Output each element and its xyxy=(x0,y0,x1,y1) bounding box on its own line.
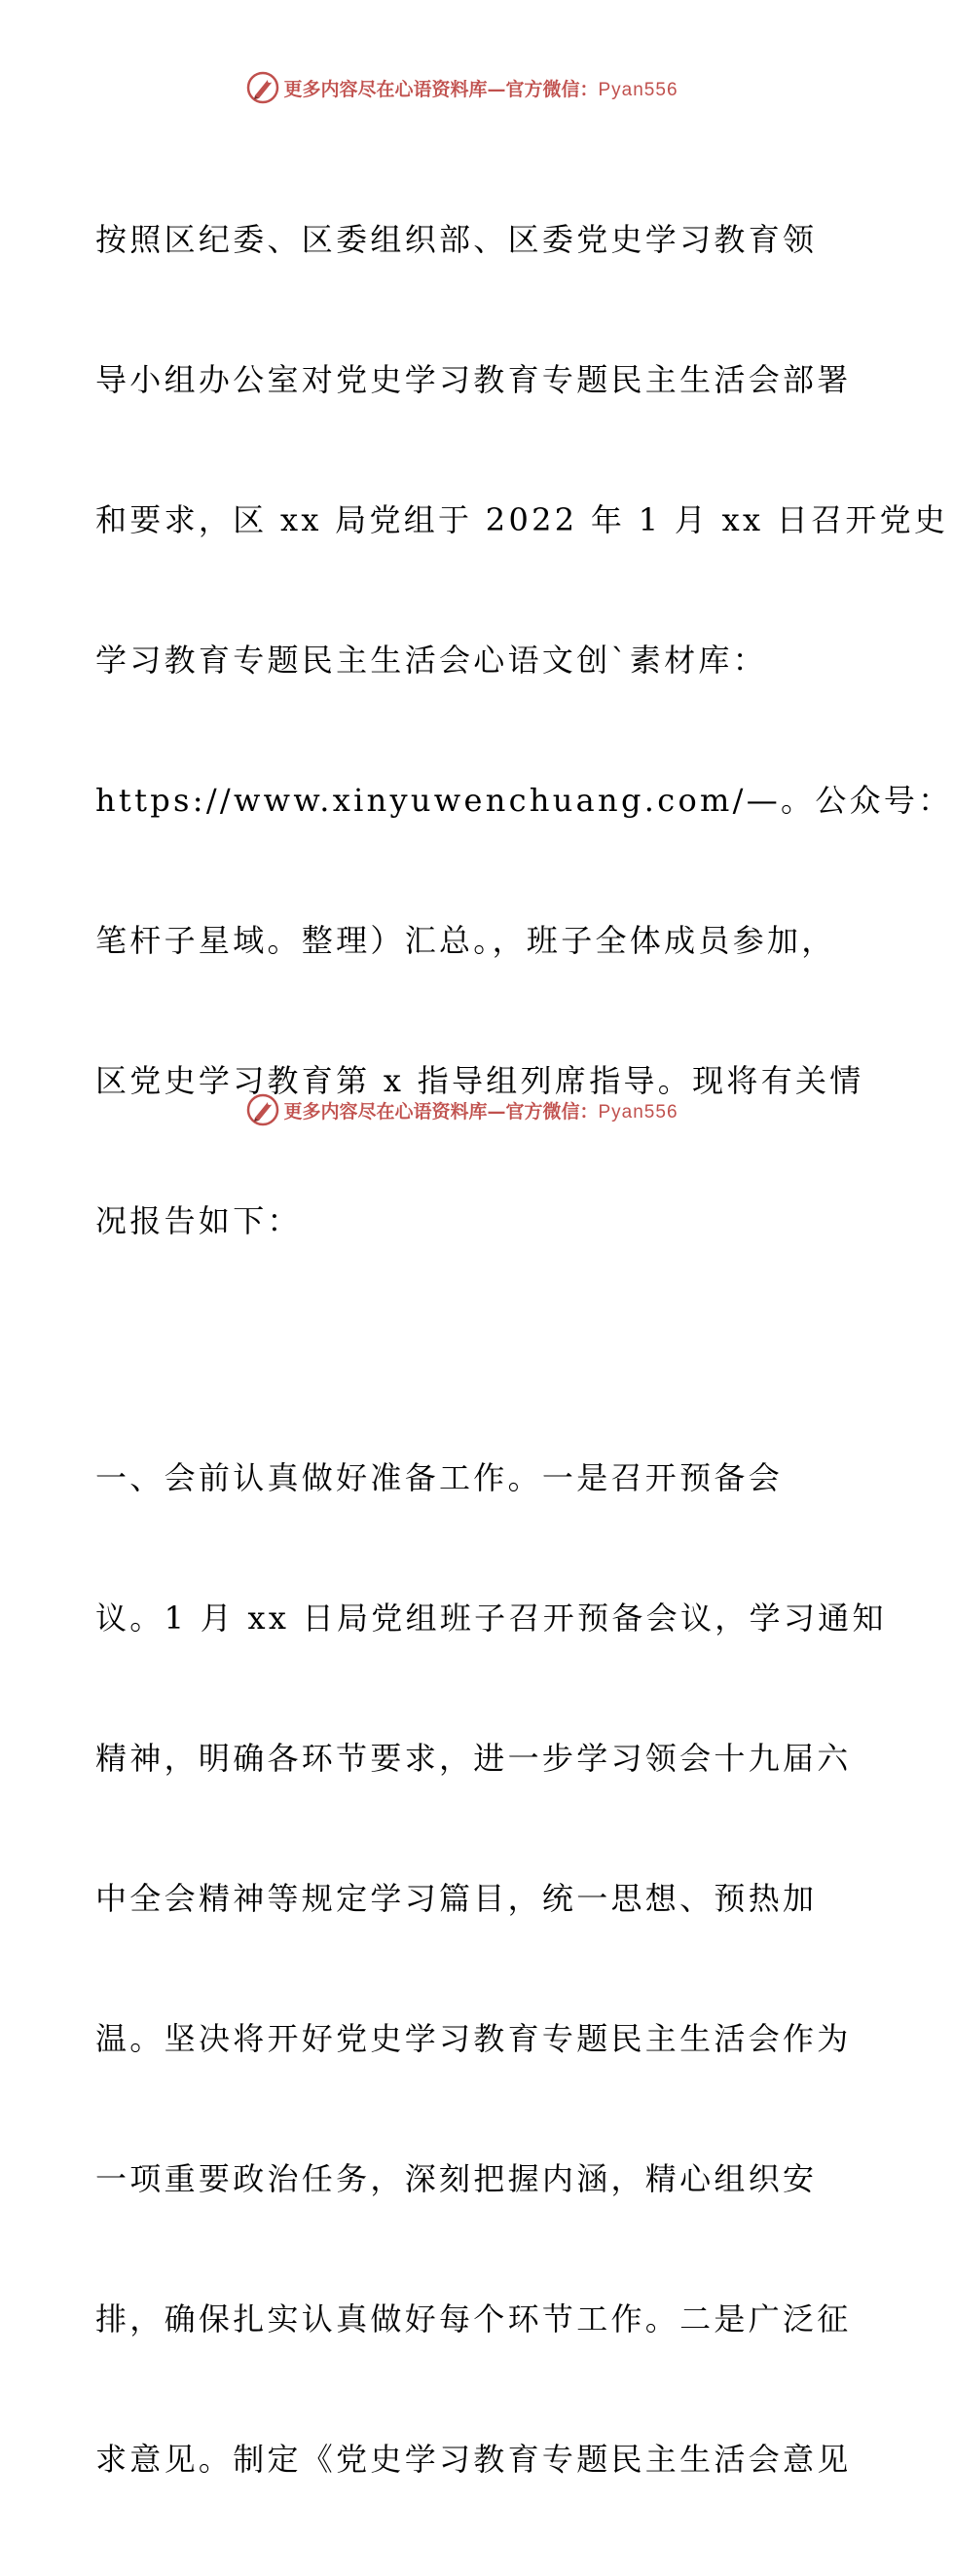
banner-wechat-id: Pyan556 xyxy=(598,1101,678,1122)
text-line: 中全会精神等规定学习篇目，统一思想、预热加 xyxy=(95,1880,818,1917)
banner-text xyxy=(283,1097,678,1123)
banner-wechat-label: 官方微信： xyxy=(505,78,599,100)
text-line: 况报告如下： xyxy=(95,1202,302,1239)
pen-logo-icon xyxy=(246,71,279,104)
text-line: 笔杆子星域。整理）汇总。，班子全体成员参加， xyxy=(95,922,836,959)
text-line: https://www.xinyuwenchuang.com/—。公众号： xyxy=(95,782,953,819)
paragraph-section-one xyxy=(95,1361,887,2576)
banner-separator: — xyxy=(487,1100,506,1122)
header-watermark-banner xyxy=(0,68,925,107)
banner-brand: 更多内容尽在心语资料库 xyxy=(283,78,488,100)
paragraph-intro xyxy=(95,123,953,1338)
footer-watermark-banner xyxy=(0,1090,925,1129)
text-line: 求意见。制定《党史学习教育专题民主生活会意见 xyxy=(95,2441,852,2478)
text-line: 和要求，区 xx 局党组于 2022 年 1 月 xx 日召开党史 xyxy=(95,501,949,538)
text-line: 议。1 月 xx 日局党组班子召开预备会议，学习通知 xyxy=(95,1600,887,1637)
text-line: 温。坚决将开好党史学习教育专题民主生活会作为 xyxy=(95,2020,852,2057)
text-line: 精神，明确各环节要求，进一步学习领会十九届六 xyxy=(95,1740,852,1777)
text-line: 按照区纪委、区委组织部、区委党史学习教育领 xyxy=(95,221,818,258)
text-line: 一、会前认真做好准备工作。一是召开预备会 xyxy=(95,1459,784,1496)
banner-separator: — xyxy=(487,78,506,100)
text-line: 一项重要政治任务，深刻把握内涵，精心组织安 xyxy=(95,2160,818,2197)
banner-wechat-id: Pyan556 xyxy=(598,79,678,100)
banner-wechat-label: 官方微信： xyxy=(505,1100,599,1122)
text-line: 区党史学习教育第 x 指导组列席指导。现将有关情 xyxy=(95,1062,864,1099)
banner-text xyxy=(283,75,678,101)
text-line: 排，确保扎实认真做好每个环节工作。二是广泛征 xyxy=(95,2300,852,2337)
document-body xyxy=(95,123,953,2576)
text-line: 学习教育专题民主生活会心语文创`素材库： xyxy=(95,642,768,679)
text-line: 导小组办公室对党史学习教育专题民主生活会部署 xyxy=(95,361,852,398)
pen-logo-icon xyxy=(246,1093,279,1126)
banner-brand: 更多内容尽在心语资料库 xyxy=(283,1100,488,1122)
